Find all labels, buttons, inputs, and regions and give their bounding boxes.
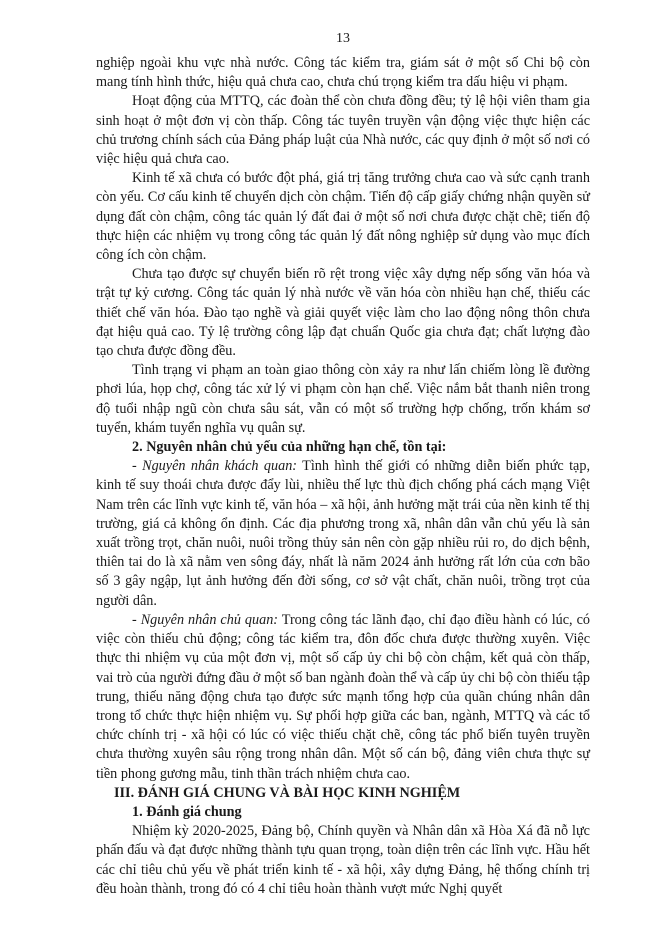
paragraph-mttq: Hoạt động của MTTQ, các đoàn thể còn chưa đồng đều; tỷ lệ hội viên tham gia sinh hoạt ở một đơn vị còn thấp. Công tác tuyên truyền vận động việc thực hiện các chủ trương chính sách của Đảng pháp luật của Nhà nước, các quy định ở một số nơi có việc hiệu quả chưa cao. <box>96 93 590 168</box>
objective-causes-label: - Nguyên nhân khách quan: <box>132 458 298 475</box>
section-heading-causes: 2. Nguyên nhân chủ yếu của những hạn chế, tồn tại: <box>132 439 447 456</box>
paragraph-traffic: Tình trạng vi phạm an toàn giao thông còn xảy ra như lấn chiếm lòng lề đường phơi lúa, họp chợ, công tác xử lý vi phạm còn hạn chế. Việc nắm bắt thanh niên trong độ tuổi nhập ngũ còn chưa sâu sát, vẫn có một số trường hợp chống, trốn khám sơ tuyển, khám tuyển nghĩa vụ quân sự. <box>96 362 590 436</box>
paragraph-continuation: nghiệp ngoài khu vực nhà nước. Công tác kiểm tra, giám sát ở một số Chi bộ còn mang tính hình thức, hiệu quả chưa cao, chưa chú trọng kiểm tra dấu hiệu vi phạm. <box>96 55 590 91</box>
paragraph-objective-causes <box>96 457 590 611</box>
section-heading-general-assessment: 1. Đánh giá chung <box>132 803 242 820</box>
subjective-causes-label: - Nguyên nhân chủ quan: <box>132 611 279 628</box>
page-body <box>96 54 590 899</box>
paragraph-culture: Chưa tạo được sự chuyển biến rõ rệt trong việc xây dựng nếp sống văn hóa và trật tự kỷ cương. Công tác quản lý nhà nước về văn hóa còn nhiều hạn chế, thiếu các thiết chế văn hóa. Đào tạo nghề và giải quyết việc làm cho lao động nông thôn chưa đạt hiệu quả cao. Tỷ lệ trường công lập đạt chuẩn Quốc gia chưa đạt; chất lượng đào tạo chưa được đồng đều. <box>96 266 590 360</box>
paragraph-subjective-causes <box>96 611 590 784</box>
page-number: 13 <box>336 31 350 46</box>
subjective-causes-text: Trong công tác lãnh đạo, chỉ đạo điều hành có lúc, có việc còn thiếu chủ động; công tác kiểm tra, đôn đốc chưa được thường xuyên. Việc thực thi nhiệm vụ của một đơn vị, một số cấp ủy chi bộ còn chậm, kết quả còn thấp, vai trò của người đứng đầu ở một số ban ngành đoàn thể và cấp ủy chi bộ còn thiếu tập trung, thiếu năng động chưa tạo được sức mạnh tổng hợp của quần chúng nhân dân trong tổ chức thực hiện nhiệm vụ. Sự phối hợp giữa các ban, ngành, MTTQ và các tổ chức chính trị - xã hội có lúc có việc thiếu chặt chẽ, công tác phổ biến tuyên truyền chưa thường xuyên sâu rộng trong nhân dân. Một số cán bộ, đảng viên chưa thực sự tiền phong gương mẫu, tinh thần trách nhiệm chưa cao. <box>96 611 590 782</box>
paragraph-economy: Kinh tế xã chưa có bước đột phá, giá trị tăng trưởng chưa cao và sức cạnh tranh còn yếu. Cơ cấu kinh tế chuyển dịch còn chậm. Tiến độ cấp giấy chứng nhận quyền sử dụng đất còn chậm, công tác quản lý đất đai ở một số nơi chưa được chặt chẽ; tiến độ thực hiện các nhiệm vụ trong công tác quản lý đất nông nghiệp sử dụng vào mục đích công ích còn chậm. <box>96 170 590 264</box>
objective-causes-text: Tình hình thế giới có những diễn biến phức tạp, kinh tế suy thoái chưa được đẩy lùi, nhiều thế lực thù địch chống phá cách mạng Việt Nam trên các lĩnh vực kinh tế, văn hóa – xã hội, ảnh hưởng mặt trái của nền kinh tế thị trường, giá cả không ổn định. Các địa phương trong xã, nhân dân vẫn chủ yếu là sản xuất trồng trọt, chăn nuôi, nuôi trồng thủy sản nên còn gặp nhiều rủi ro, do dịch bệnh, thiên tai do là xã nằm ven sông đáy, nhất là năm 2024 ảnh hưởng rất lớn của cơn bão số 3 gây ngập, lụt ảnh hưởng đến đời sống, cơ sở vật chất, chăn nuôi, trồng trọt của người dân. <box>96 458 590 609</box>
paragraph-term-summary: Nhiệm kỳ 2020-2025, Đảng bộ, Chính quyền và Nhân dân xã Hòa Xá đã nỗ lực phấn đấu và đạt được những thành tựu quan trọng, toàn diện trên các lĩnh vực. Hầu hết các chỉ tiêu chủ yếu về phát triển kinh tế - xã hội, xây dựng Đảng, hệ thống chính trị đều hoàn thành, trong đó có 4 chỉ tiêu hoàn thành vượt mức Nghị quyết <box>96 823 590 897</box>
section-heading-iii: III. ĐÁNH GIÁ CHUNG VÀ BÀI HỌC KINH NGHIỆM <box>114 784 461 801</box>
